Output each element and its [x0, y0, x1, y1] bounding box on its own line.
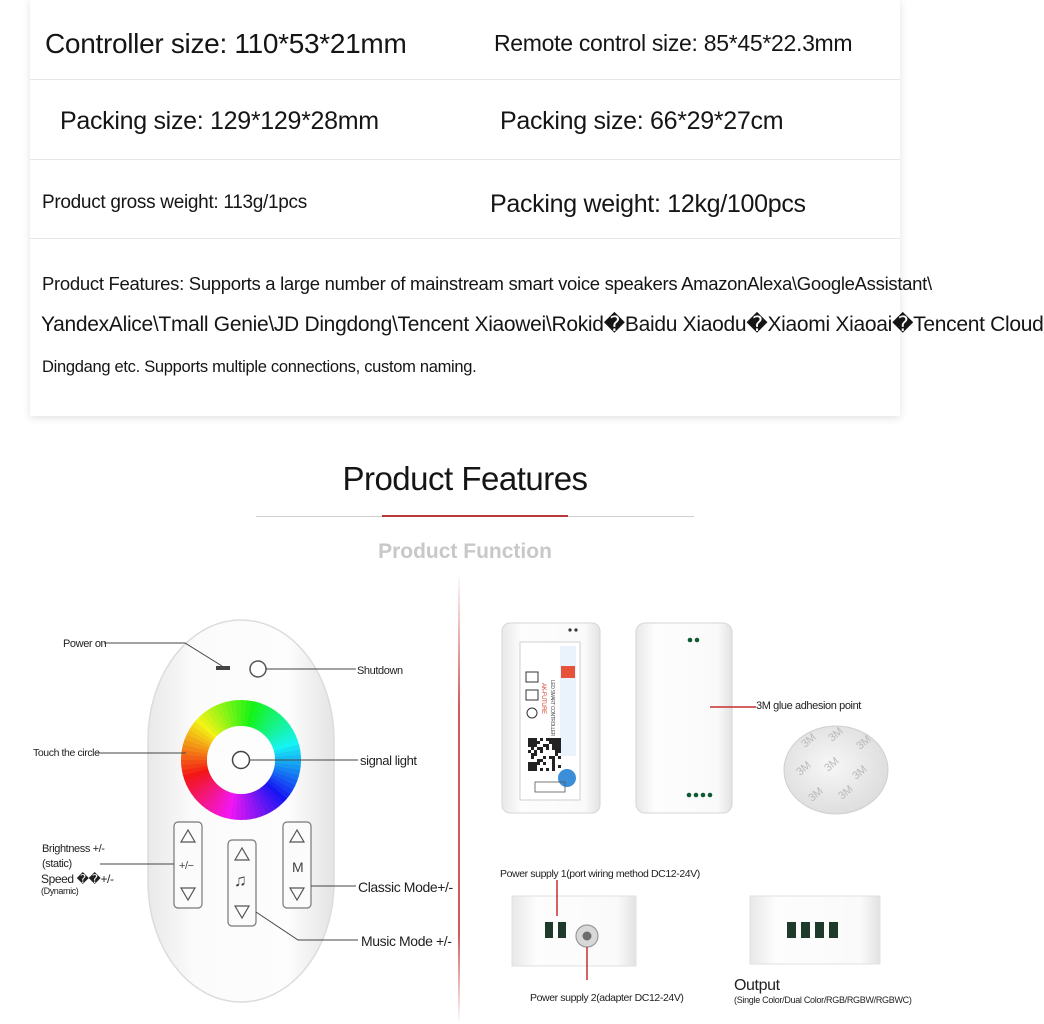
- qr-module: [528, 744, 531, 747]
- dynamic-label: (Dynamic): [41, 886, 79, 896]
- tape-mark: 3M: [836, 783, 856, 803]
- pin-dot: [701, 793, 706, 798]
- gross-weight: Product gross weight: 113g/1pcs: [42, 192, 307, 213]
- output-slot: [815, 922, 824, 938]
- divider: [30, 159, 900, 160]
- music-mode-label: Music Mode +/-: [361, 933, 452, 949]
- shutdown-label: Shutdown: [357, 665, 403, 677]
- pin-dot: [695, 638, 700, 643]
- qr-module: [558, 738, 561, 741]
- qr-module: [528, 738, 531, 741]
- qr-module: [540, 759, 543, 762]
- section-subtitle: Product Function: [378, 540, 552, 563]
- qr-module: [534, 738, 537, 741]
- label-badge-icon: [558, 769, 576, 787]
- divider: [30, 79, 900, 80]
- dc-jack-pin: [583, 932, 592, 941]
- qr-module: [552, 759, 555, 762]
- qr-module: [534, 750, 537, 753]
- qr-module: [543, 762, 546, 765]
- qr-module: [528, 762, 531, 765]
- qr-module: [540, 750, 543, 753]
- qr-module: [552, 762, 555, 765]
- label-model: LED SMART CONTROLLER: [549, 680, 555, 736]
- output-slot: [829, 922, 838, 938]
- qr-module: [531, 738, 534, 741]
- qr-module: [528, 765, 531, 768]
- output-types-label: (Single Color/Dual Color/RGB/RGBW/RGBWC): [734, 995, 912, 1005]
- qr-module: [555, 738, 558, 741]
- qr-module: [552, 738, 555, 741]
- qr-module: [552, 768, 555, 771]
- power-supply-2-label: Power supply 2(adapter DC12-24V): [530, 992, 684, 1004]
- label-logo-icon: [561, 666, 575, 678]
- output-label: Output: [734, 977, 780, 994]
- qr-module: [534, 765, 537, 768]
- qr-module: [534, 741, 537, 744]
- qr-module: [534, 753, 537, 756]
- features-line-3: Dingdang etc. Supports multiple connections, custom naming.: [42, 358, 477, 376]
- controller-size: Controller size: 110*53*21mm: [45, 28, 407, 59]
- features-line-1: Product Features: Supports a large number of mainstream smart voice speakers AmazonAlexa\GoogleAssistant\: [42, 273, 932, 294]
- terminal-slot: [558, 922, 566, 938]
- signal-light: [233, 752, 250, 769]
- label-stripe: [560, 646, 576, 756]
- power-button: [250, 661, 266, 677]
- spec-card: [30, 0, 1044, 416]
- features-line-2: YandexAlice\Tmall Genie\JD Dingdong\Tencent Xiaowei\Rokid�Baidu Xiaodu�Xiaomi Xiaoai�Tencent Cloud: [41, 313, 1044, 336]
- qr-module: [531, 753, 534, 756]
- qr-module: [549, 756, 552, 759]
- qr-module: [537, 741, 540, 744]
- qr-module: [531, 741, 534, 744]
- qr-module: [528, 741, 531, 744]
- section-title: Product Features: [342, 460, 588, 497]
- qr-module: [555, 744, 558, 747]
- qr-module: [558, 765, 561, 768]
- qr-module: [558, 744, 561, 747]
- pin-dot: [687, 793, 692, 798]
- power-supply-1-label: Power supply 1(port wiring method DC12-24V): [500, 868, 700, 880]
- touch-circle-label: Touch the circle: [33, 747, 100, 759]
- qr-module: [537, 747, 540, 750]
- qr-module: [552, 744, 555, 747]
- qr-module: [546, 738, 549, 741]
- qr-module: [531, 756, 534, 759]
- speed-label: Speed ��+/-: [41, 872, 114, 886]
- power-on-label: Power on: [63, 638, 107, 650]
- qr-module: [552, 765, 555, 768]
- music-note-icon: ♫: [234, 871, 247, 890]
- classic-mode-label: Classic Mode+/-: [358, 879, 453, 895]
- qr-module: [546, 768, 549, 771]
- qr-module: [558, 741, 561, 744]
- qr-module: [540, 738, 543, 741]
- tape-mark: 3M: [850, 763, 870, 783]
- qr-module: [555, 747, 558, 750]
- packing-size-2: Packing size: 66*29*27cm: [500, 107, 784, 135]
- qr-module: [528, 768, 531, 771]
- qr-module: [546, 747, 549, 750]
- label-brand: AK-FUTURE: [540, 683, 546, 714]
- qr-module: [537, 759, 540, 762]
- indicator-dot: [574, 628, 577, 631]
- glue-point-label: 3M glue adhesion point: [756, 700, 861, 712]
- qr-module: [555, 741, 558, 744]
- qr-module: [531, 744, 534, 747]
- qr-module: [531, 747, 534, 750]
- qr-module: [537, 762, 540, 765]
- signal-light-label: signal light: [360, 753, 417, 768]
- qr-module: [528, 750, 531, 753]
- power-on-dash: [216, 666, 230, 670]
- pin-dot: [688, 638, 693, 643]
- qr-module: [552, 741, 555, 744]
- qr-module: [558, 747, 561, 750]
- controller-back: [636, 623, 732, 813]
- qr-module: [543, 756, 546, 759]
- tape-mark: 3M: [806, 785, 826, 805]
- qr-module: [534, 762, 537, 765]
- output-slot: [801, 922, 810, 938]
- controller-illustration: [460, 580, 930, 1024]
- packing-size-1: Packing size: 129*129*28mm: [60, 107, 379, 135]
- input-end-box: [512, 896, 636, 966]
- qr-module: [552, 756, 555, 759]
- qr-module: [543, 744, 546, 747]
- pin-dot: [708, 793, 713, 798]
- tape-mark: 3M: [854, 733, 874, 753]
- brightness-label: Brightness +/-: [42, 843, 105, 855]
- qr-module: [558, 756, 561, 759]
- output-slot: [787, 922, 796, 938]
- remote-size: Remote control size: 85*45*22.3mm: [494, 30, 853, 56]
- indicator-dot: [568, 628, 571, 631]
- qr-module: [555, 753, 558, 756]
- packing-weight: Packing weight: 12kg/100pcs: [490, 190, 806, 218]
- static-label: (static): [42, 858, 72, 870]
- qr-module: [546, 744, 549, 747]
- mode-m-label: M: [292, 859, 304, 875]
- qr-module: [555, 750, 558, 753]
- qr-module: [531, 768, 534, 771]
- qr-module: [534, 768, 537, 771]
- plus-minus-label: +/−: [179, 860, 194, 872]
- qr-module: [552, 747, 555, 750]
- qr-module: [540, 747, 543, 750]
- tape-mark: 3M: [822, 755, 842, 775]
- pin-dot: [694, 793, 699, 798]
- qr-module: [531, 762, 534, 765]
- qr-module: [540, 768, 543, 771]
- tape-mark: 3M: [799, 731, 819, 751]
- tape-mark: 3M: [826, 725, 846, 745]
- qr-module: [549, 741, 552, 744]
- qr-module: [531, 765, 534, 768]
- qr-module: [534, 744, 537, 747]
- tape-mark: 3M: [794, 759, 814, 779]
- terminal-slot: [545, 922, 553, 938]
- title-accent-bar: [382, 515, 568, 517]
- qr-module: [558, 750, 561, 753]
- qr-module: [549, 738, 552, 741]
- divider: [30, 238, 900, 239]
